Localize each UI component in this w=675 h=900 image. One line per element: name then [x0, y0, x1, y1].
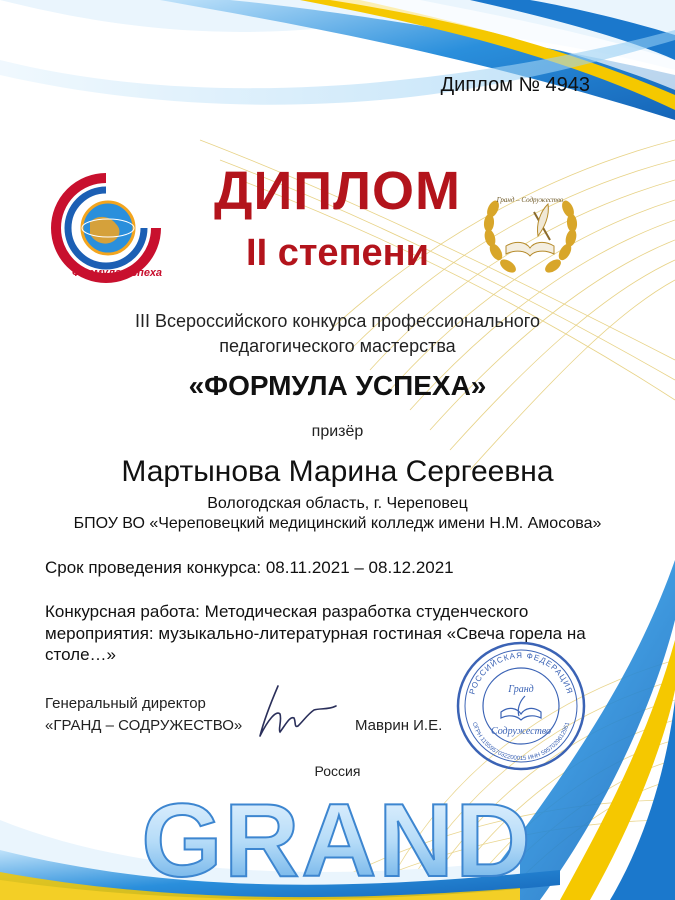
director-name: Маврин И.Е.	[355, 717, 443, 734]
work-title-line1: Конкурсная работа: Методическая разработка студенческого	[45, 602, 529, 621]
work-title-line3: столе…»	[45, 645, 117, 664]
signature	[250, 680, 340, 742]
contest-description-line1: III Всероссийского конкурса профессионального	[135, 311, 540, 331]
contest-name: «ФОРМУЛА УСПЕХА»	[188, 370, 487, 401]
award-status: призёр	[311, 423, 364, 440]
director-organization: «ГРАНД – СОДРУЖЕСТВО»	[45, 717, 243, 734]
company-stamp	[455, 640, 587, 772]
laurel-book-logo	[478, 182, 583, 287]
grand-watermark	[0, 780, 675, 890]
contest-description-line2: педагогического мастерства	[219, 336, 456, 356]
diploma-degree: II степени	[246, 232, 429, 274]
country: Россия	[314, 763, 361, 779]
diploma-title: ДИПЛОМ	[214, 161, 461, 221]
logo-left-text: Формула Успеха	[72, 267, 162, 279]
recipient-name: Мартынова Марина Сергеевна	[121, 455, 554, 488]
work-title-line2: мероприятия: музыкально-литературная гостиная «Свеча горела на	[45, 624, 586, 643]
grand-watermark-text: GRAND	[141, 783, 533, 890]
stamp-bottom-text: ОГРН 1155957032200015 ИНН 5957029612961	[470, 721, 572, 763]
stamp-center-bottom: Содружество	[490, 726, 552, 737]
stamp-top-text: РОССИЙСКАЯ ФЕДЕРАЦИЯ	[467, 650, 575, 696]
diploma-number: Диплом № 4943	[440, 74, 590, 96]
recipient-region: Вологодская область, г. Череповец	[207, 495, 468, 512]
director-title: Генеральный директор	[45, 695, 206, 712]
contest-period: Срок проведения конкурса: 08.11.2021 – 08.12.2021	[45, 558, 454, 577]
logo-right-text: Гранд – Содружество	[496, 196, 564, 204]
recipient-organization: БПОУ ВО «Череповецкий медицинский колледж имени Н.М. Амосова»	[73, 515, 602, 532]
stamp-center-top: Гранд	[508, 684, 534, 695]
